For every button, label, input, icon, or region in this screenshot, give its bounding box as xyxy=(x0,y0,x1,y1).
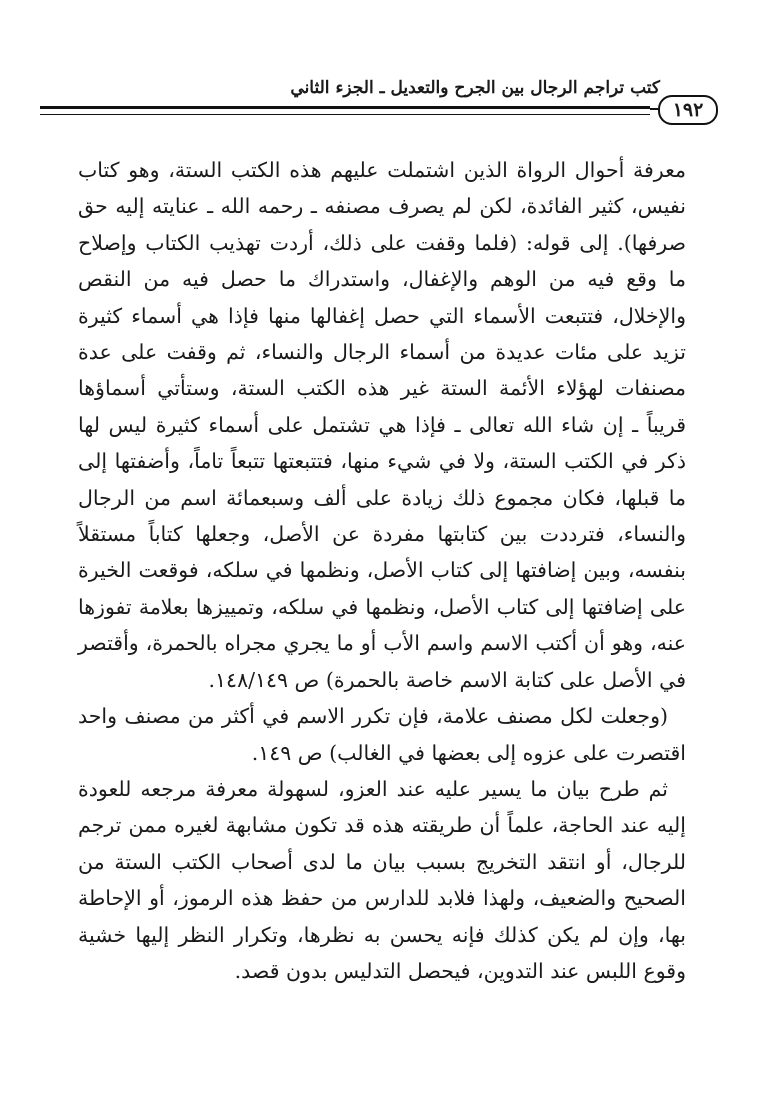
paragraph: ثم طرح بيان ما يسير عليه عند العزو، لسهولة معرفة مرجعه للعودة إليه عند الحاجة، علماً أن طريقته هذه قد تكون مشابهة لغيره ممن ترجم للرجال، أو انتقد التخريج بسبب بيان ما لدى أصحاب الكتب الستة من الصحيح والضعيف، ولهذا فلابد للدارس من حفظ هذه الرموز، أو الإحاطة بها، وإن لم يكن كذلك فإنه يحسن به نظرها، وتكرار النظر إليها خشية وقوع اللبس عند التدوين، فيحصل التدليس بدون قصد. xyxy=(78,776,686,983)
ornament-tick xyxy=(650,108,658,110)
running-header xyxy=(40,78,718,121)
body-text xyxy=(78,152,686,989)
paragraph: (وجعلت لكل مصنف علامة، فإن تكرر الاسم في أكثر من مصنف واحد اقتصرت على عزوه إلى بعضها في الغالب) ص ١٤٩. xyxy=(78,704,686,765)
paragraph: معرفة أحوال الرواة الذين اشتملت عليهم هذه الكتب الستة، وهو كتاب نفيس، كثير الفائدة، لكن لم يصرف مصنفه ـ رحمه الله ـ عنايته إليه حق صرفها). إلى قوله: (فلما وقفت على ذلك، أردت تهذيب الكتاب وإصلاح ما وقع فيه من الوهم والإغفال، واستدراك ما حصل فيه من النقص والإخلال، فتتبعت الأسماء التي حصل إغفالها منها فإذا هي أسماء كثيرة تزيد على مئات عديدة من أسماء الرجال والنساء، ثم وقفت على عدة مصنفات لهؤلاء الأئمة الستة غير هذه الكتب الستة، وستأتي أسماؤها قريباً ـ إن شاء الله تعالى ـ فإذا هي تشتمل على أسماء كثيرة ليس لها ذكر في الكتب الستة، ولا في شيء منها، فتتبعتها تتبعاً تاماً، وأضفتها إلى ما قبلها، فكان مجموع ذلك زيادة على ألف وسبعمائة اسم من الرجال والنساء، فترددت بين كتابتها مفردة عن الأصل، وجعلها كتاباً مستقلاً بنفسه، وبين إضافتها إلى كتاب الأصل، ونظمها في سلكه، فوقعت الخيرة على إضافتها إلى كتاب الأصل، ونظمها في سلكه، وتمييزها بعلامة تفوزها عنه، وهو أن أكتب الاسم واسم الأب أو ما يجري مجراه بالحمرة، وأقتصر في الأصل على كتابة الاسم خاصة بالحمرة) ص ١٤٨/١٤٩. xyxy=(78,158,686,692)
page-number-badge xyxy=(658,95,718,125)
running-title: كتب تراجم الرجال بين الجرح والتعديل ـ الجزء الثاني xyxy=(290,78,660,98)
header-rule xyxy=(40,106,650,115)
page-number: ١٩٢ xyxy=(672,99,704,121)
